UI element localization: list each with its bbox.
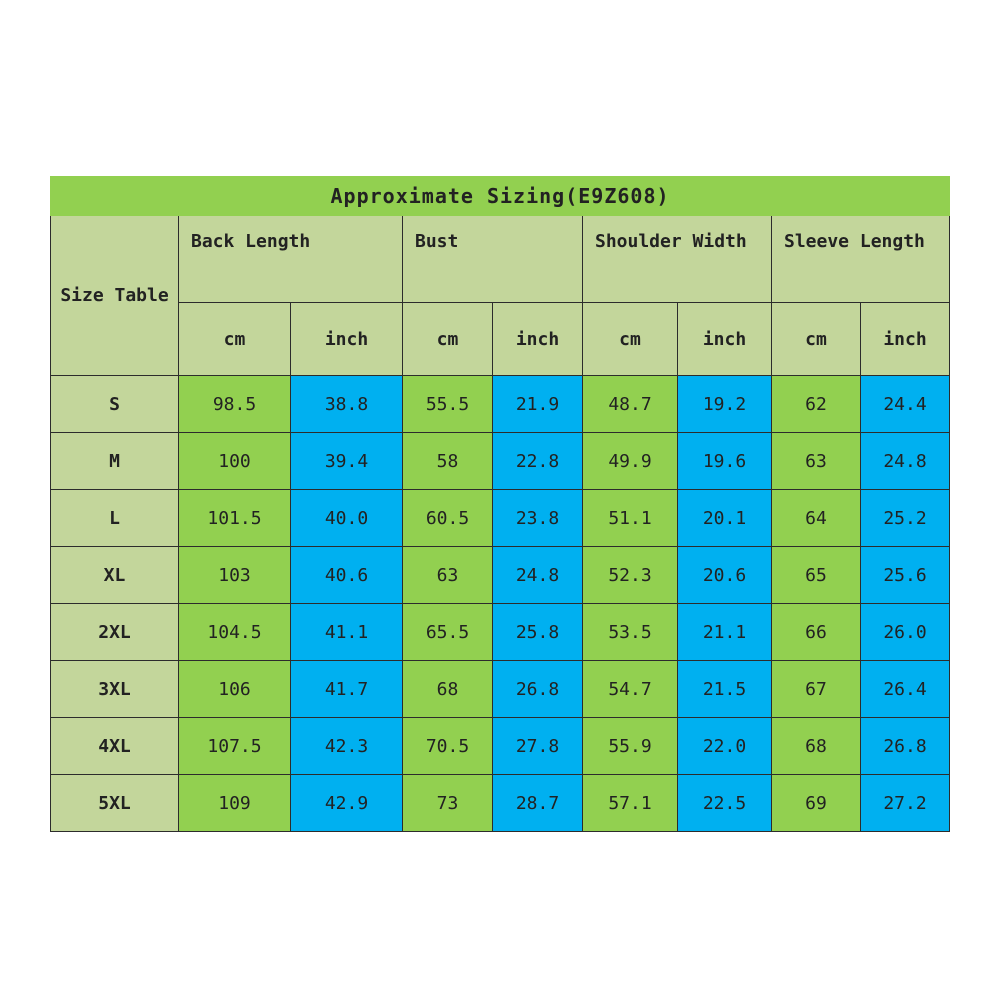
table-row xyxy=(51,604,950,661)
table-row xyxy=(51,376,950,433)
inch-value-cell: 26.8 xyxy=(861,718,950,775)
inch-value-cell: 22.8 xyxy=(493,433,583,490)
cm-value-cell: 103 xyxy=(179,547,291,604)
cm-value-cell: 65 xyxy=(772,547,861,604)
inch-value-cell: 23.8 xyxy=(493,490,583,547)
table-row xyxy=(51,661,950,718)
size-chart xyxy=(50,176,949,832)
inch-value-cell: 24.8 xyxy=(493,547,583,604)
cm-value-cell: 63 xyxy=(772,433,861,490)
cm-value-cell: 48.7 xyxy=(583,376,678,433)
inch-value-cell: 21.5 xyxy=(678,661,772,718)
cm-value-cell: 53.5 xyxy=(583,604,678,661)
table-row xyxy=(51,718,950,775)
inch-value-cell: 19.6 xyxy=(678,433,772,490)
size-table xyxy=(50,176,950,832)
cm-value-cell: 104.5 xyxy=(179,604,291,661)
unit-header: inch xyxy=(861,303,950,376)
group-bust: Bust xyxy=(403,216,583,303)
cm-value-cell: 55.9 xyxy=(583,718,678,775)
table-row xyxy=(51,775,950,832)
cm-value-cell: 62 xyxy=(772,376,861,433)
cm-value-cell: 66 xyxy=(772,604,861,661)
size-label: M xyxy=(51,433,179,490)
inch-value-cell: 39.4 xyxy=(291,433,403,490)
cm-value-cell: 64 xyxy=(772,490,861,547)
inch-value-cell: 26.8 xyxy=(493,661,583,718)
inch-value-cell: 24.4 xyxy=(861,376,950,433)
cm-value-cell: 67 xyxy=(772,661,861,718)
inch-value-cell: 41.7 xyxy=(291,661,403,718)
inch-value-cell: 28.7 xyxy=(493,775,583,832)
unit-header: cm xyxy=(583,303,678,376)
table-row xyxy=(51,490,950,547)
unit-header: cm xyxy=(772,303,861,376)
table-row xyxy=(51,433,950,490)
cm-value-cell: 73 xyxy=(403,775,493,832)
inch-value-cell: 27.8 xyxy=(493,718,583,775)
inch-value-cell: 20.1 xyxy=(678,490,772,547)
unit-header: inch xyxy=(291,303,403,376)
cm-value-cell: 49.9 xyxy=(583,433,678,490)
inch-value-cell: 40.6 xyxy=(291,547,403,604)
inch-value-cell: 25.2 xyxy=(861,490,950,547)
cm-value-cell: 106 xyxy=(179,661,291,718)
cm-value-cell: 70.5 xyxy=(403,718,493,775)
inch-value-cell: 22.0 xyxy=(678,718,772,775)
inch-value-cell: 27.2 xyxy=(861,775,950,832)
cm-value-cell: 107.5 xyxy=(179,718,291,775)
size-label: 2XL xyxy=(51,604,179,661)
size-label: 4XL xyxy=(51,718,179,775)
inch-value-cell: 21.1 xyxy=(678,604,772,661)
cm-value-cell: 109 xyxy=(179,775,291,832)
unit-header: cm xyxy=(403,303,493,376)
inch-value-cell: 21.9 xyxy=(493,376,583,433)
cm-value-cell: 58 xyxy=(403,433,493,490)
inch-value-cell: 20.6 xyxy=(678,547,772,604)
table-title: Approximate Sizing(E9Z608) xyxy=(51,177,950,216)
group-sleeve-length: Sleeve Length xyxy=(772,216,950,303)
cm-value-cell: 98.5 xyxy=(179,376,291,433)
cm-value-cell: 65.5 xyxy=(403,604,493,661)
cm-value-cell: 52.3 xyxy=(583,547,678,604)
size-label: XL xyxy=(51,547,179,604)
cm-value-cell: 63 xyxy=(403,547,493,604)
table-row xyxy=(51,547,950,604)
inch-value-cell: 38.8 xyxy=(291,376,403,433)
cm-value-cell: 100 xyxy=(179,433,291,490)
inch-value-cell: 26.4 xyxy=(861,661,950,718)
inch-value-cell: 19.2 xyxy=(678,376,772,433)
cm-value-cell: 55.5 xyxy=(403,376,493,433)
cm-value-cell: 60.5 xyxy=(403,490,493,547)
cm-value-cell: 51.1 xyxy=(583,490,678,547)
group-back-length: Back Length xyxy=(179,216,403,303)
size-label: 3XL xyxy=(51,661,179,718)
corner-label: Size Table xyxy=(51,216,179,376)
cm-value-cell: 69 xyxy=(772,775,861,832)
size-label: L xyxy=(51,490,179,547)
inch-value-cell: 41.1 xyxy=(291,604,403,661)
cm-value-cell: 68 xyxy=(772,718,861,775)
inch-value-cell: 42.9 xyxy=(291,775,403,832)
unit-header: inch xyxy=(493,303,583,376)
inch-value-cell: 40.0 xyxy=(291,490,403,547)
size-label: 5XL xyxy=(51,775,179,832)
inch-value-cell: 26.0 xyxy=(861,604,950,661)
group-shoulder-width: Shoulder Width xyxy=(583,216,772,303)
inch-value-cell: 22.5 xyxy=(678,775,772,832)
unit-header: cm xyxy=(179,303,291,376)
inch-value-cell: 25.8 xyxy=(493,604,583,661)
size-label: S xyxy=(51,376,179,433)
unit-header: inch xyxy=(678,303,772,376)
cm-value-cell: 68 xyxy=(403,661,493,718)
inch-value-cell: 42.3 xyxy=(291,718,403,775)
cm-value-cell: 54.7 xyxy=(583,661,678,718)
cm-value-cell: 101.5 xyxy=(179,490,291,547)
inch-value-cell: 24.8 xyxy=(861,433,950,490)
cm-value-cell: 57.1 xyxy=(583,775,678,832)
inch-value-cell: 25.6 xyxy=(861,547,950,604)
